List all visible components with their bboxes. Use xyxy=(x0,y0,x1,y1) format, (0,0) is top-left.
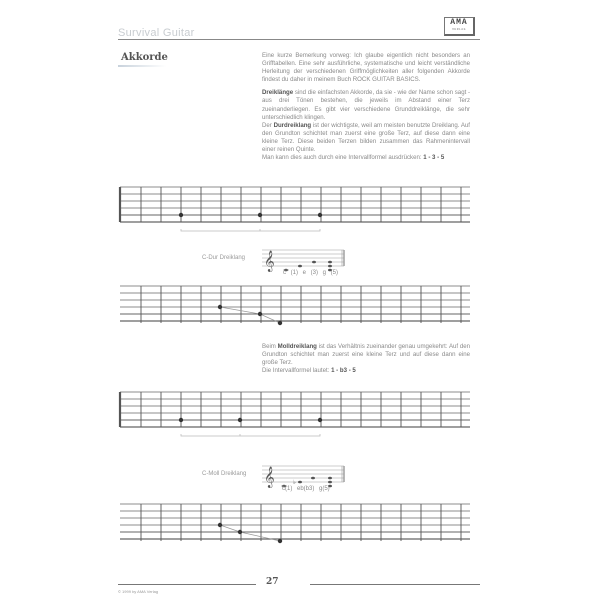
footer-rule-right xyxy=(310,584,480,585)
intro-text xyxy=(262,52,470,167)
note-dot-fifth xyxy=(278,539,282,543)
svg-text:𝄞: 𝄞 xyxy=(264,467,275,488)
minor-formula-line xyxy=(262,367,470,375)
logo-text: AMA xyxy=(450,18,468,27)
term-durdreiklang: Durdreiklang xyxy=(273,121,312,129)
note-dot-root xyxy=(218,305,222,309)
page-number: 27 xyxy=(266,577,279,587)
staff-major xyxy=(262,246,348,272)
publisher-logo xyxy=(444,17,475,36)
fretboard-major-1 xyxy=(110,185,480,235)
copyright-notice: © 1999 by AMA Verlag xyxy=(118,589,159,594)
intro-paragraph-1: Eine kurze Bemerkung vorweg: Ich glaube eigentlich nicht besonders an Grifftabellen. Eine sehr ausführliche, systematische und leicht verständliche Herleitung der verschiedenen Griffmöglichkeiten aller folgenden Akkorde findest du daher in meinem Buch ROCK GUITAR BASICS. xyxy=(262,52,470,84)
paragraph-text: sind die einfachsten Akkorde, da sie - wie der Name schon sagt - aus drei Tönen bestehen, die jeweils im Abstand einer Terz zueinanderliegen. Es gibt vier verschiedene Grunddreiklänge, die sehr unterschiedlich klingen. xyxy=(262,89,470,121)
note-dot-root xyxy=(218,523,222,527)
major-note-labels: c (1) e (3) g (5) xyxy=(283,270,339,276)
note-dot-root xyxy=(179,213,183,217)
running-header-title: Survival Guitar xyxy=(118,27,195,39)
note-dot-third xyxy=(258,312,262,316)
fretboard-minor-1 xyxy=(110,390,480,440)
paragraph-text: Beim xyxy=(262,343,278,350)
section-underline xyxy=(118,65,166,67)
note-dot-fifth xyxy=(278,321,282,325)
minor-chord-label: C-Moll Dreiklang xyxy=(202,471,247,477)
note-dot-root xyxy=(179,418,183,422)
header-rule xyxy=(118,39,480,40)
intro-formula-line xyxy=(262,154,470,162)
section-title: Akkorde xyxy=(121,52,168,63)
minor-paragraph xyxy=(262,343,470,367)
fretboard-major-2 xyxy=(110,284,480,329)
paragraph-text: ist das Verhältnis zueinander genau umgekehrt: Auf den Grundton schichtet man zuerst eine kleine Terz und auf diese dann eine große Terz. xyxy=(262,343,470,367)
svg-text:𝄞: 𝄞 xyxy=(264,251,275,272)
note-dot-minor-third xyxy=(238,530,242,534)
intro-paragraph-3 xyxy=(262,122,470,154)
svg-text:♭: ♭ xyxy=(293,480,296,486)
major-chord-label: C-Dur Dreiklang xyxy=(202,255,246,261)
intro-paragraph-2 xyxy=(262,89,470,121)
staff-minor xyxy=(262,462,348,488)
note-dot-minor-third xyxy=(238,418,242,422)
major-formula: 1 - 3 - 5 xyxy=(423,154,445,162)
fretboard-minor-2 xyxy=(110,502,480,547)
minor-formula: 1 - b3 - 5 xyxy=(331,367,356,375)
term-dreiklaenge: Dreiklänge xyxy=(262,89,294,97)
minor-text xyxy=(262,343,470,380)
note-dot-fifth xyxy=(318,418,322,422)
note-dot-fifth xyxy=(318,213,322,217)
paragraph-text: ist der wichtigste, weil am meisten benutzte Dreiklang. Auf den Grundton schichtet man zuerst eine große Terz, auf diese dann eine kleine Terz. Diese beiden Terzen bilden zusammen das Rahmenintervall einer reinen Quinte. xyxy=(262,121,471,154)
logo-subtext: VERLAG xyxy=(452,28,466,31)
note-dot-third xyxy=(258,213,262,217)
footer-rule-left xyxy=(118,584,256,585)
term-molldreiklang: Molldreiklang xyxy=(277,343,317,350)
minor-note-labels: c(1) eb(b3) g(5) xyxy=(282,486,330,492)
formula-text: Die Intervallformel lautet: xyxy=(262,367,332,375)
formula-text: Man kann dies auch durch eine Intervallformel ausdrücken: xyxy=(262,154,424,162)
paragraph-text: Der xyxy=(262,121,274,129)
